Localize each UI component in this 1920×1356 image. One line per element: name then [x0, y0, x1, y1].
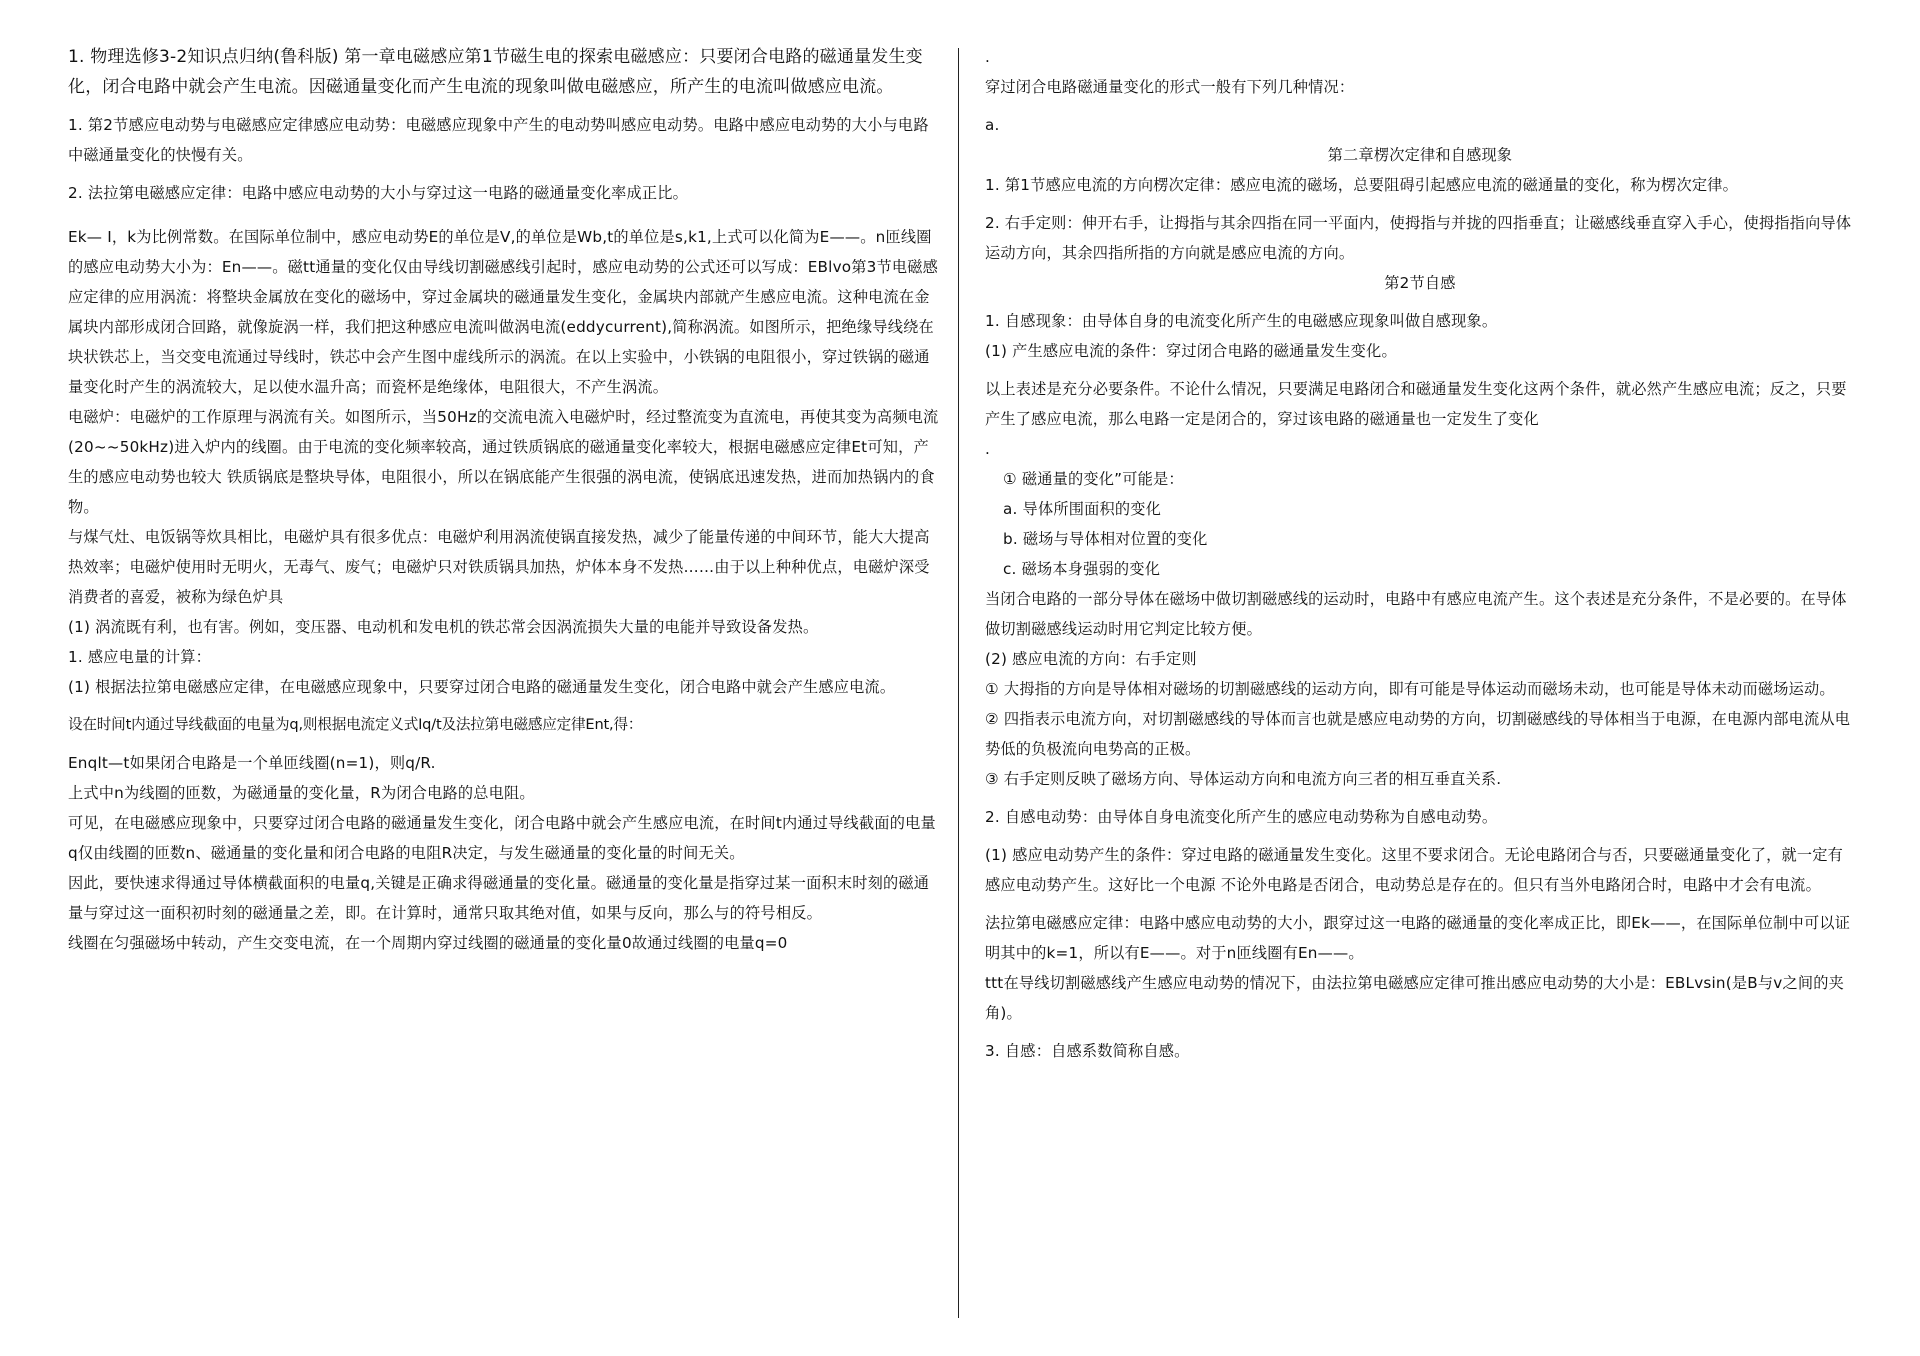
- paragraph: 当闭合电路的一部分导体在磁场中做切割磁感线的运动时，电路中有感应电流产生。这个表述是充分条件，不是必要的。在导体做切割磁感线运动时用它判定比较方便。: [985, 590, 1847, 638]
- paragraph: 上式中n为线圈的匝数，为磁通量的变化量，R为闭合电路的总电阻。: [68, 784, 535, 802]
- paragraph: 法拉第电磁感应定律：电路中感应电动势的大小，跟穿过这一电路的磁通量的变化率成正比，即Ek——，在国际单位制中可以证明其中的k=1，所以有E——。对于n匝线圈有En——。: [985, 914, 1851, 962]
- paragraph: Ek— I，k为比例常数。在国际单位制中，感应电动势E的单位是V,的单位是Wb,t的单位是s,k1,上式可以化简为E——。n匝线圈的感应电动势大小为：En——。磁tt通量的变化仅由导线切割磁感线引起时，感应电动势的公式还可以写成：EBlvo第3节电磁感应定律的应用涡流：将整块金属放在变化的磁场中，穿过金属块的磁通量发生变化，金属块内部就产生感应电流。这种电流在金属块内部形成闭合回路，就像旋涡一样，我们把这种感应电流叫做涡电流(eddycurrent),简称涡流。如图所示，把绝缘导线绕在块状铁芯上，当交变电流通过导线时，铁芯中会产生图中虚线所示的涡流。在以上实验中，小铁锅的电阻很小，穿过铁锅的磁通量变化时产生的涡流较大，足以使水温升高；而瓷杯是绝缘体，电阻很大，不产生涡流。: [68, 228, 939, 396]
- paragraph: 3. 自感：自感系数简称自感。: [985, 1042, 1190, 1060]
- section-heading: 第2节自感: [1384, 274, 1456, 292]
- right-column: [985, 42, 1855, 1066]
- paragraph: 1. 感应电量的计算：: [68, 648, 212, 666]
- paragraph: (1) 产生感应电流的条件：穿过闭合电路的磁通量发生变化。: [985, 342, 1397, 360]
- paragraph: 1. 物理选修3-2知识点归纳(鲁科版) 第一章电磁感应第1节磁生电的探索电磁感应：只要闭合电路的磁通量发生变化，闭合电路中就会产生电流。因磁通量变化而产生电流的现象叫做电磁感应，所产生的电流叫做感应电流。: [68, 47, 923, 97]
- paragraph: 2. 自感电动势：由导体自身电流变化所产生的感应电动势称为自感电动势。: [985, 808, 1498, 826]
- paragraph: (1) 涡流既有利，也有害。例如，变压器、电动机和发电机的铁芯常会因涡流损失大量的电能并导致设备发热。: [68, 618, 819, 636]
- paragraph: 设在时间t内通过导线截面的电量为q,则根据电流定义式Iq/t及法拉第电磁感应定律Ent,得：: [68, 716, 643, 733]
- paragraph: ② 四指表示电流方向，对切割磁感线的导体而言也就是感应电动势的方向，切割磁感线的导体相当于电源，在电源内部电流从电势低的负极流向电势高的正极。: [985, 710, 1851, 758]
- paragraph: ① 大拇指的方向是导体相对磁场的切割磁感线的运动方向，即有可能是导体运动而磁场未动，也可能是导体未动而磁场运动。: [985, 680, 1835, 698]
- paragraph: 与煤气灶、电饭锅等炊具相比，电磁炉具有很多优点：电磁炉利用涡流使锅直接发热，减少了能量传递的中间环节，能大大提高热效率；电磁炉使用时无明火，无毒气、废气；电磁炉只对铁质锅具加热，炉体本身不发热……由于以上种种优点，电磁炉深受消费者的喜爱，被称为绿色炉具: [68, 528, 930, 606]
- paragraph: 2. 右手定则：伸开右手，让拇指与其余四指在同一平面内，使拇指与并拢的四指垂直；让磁感线垂直穿入手心，使拇指指向导体运动方向，其余四指所指的方向就是感应电流的方向。: [985, 214, 1852, 262]
- paragraph: 1. 第2节感应电动势与电磁感应定律感应电动势：电磁感应现象中产生的电动势叫感应电动势。电路中感应电动势的大小与电路中磁通量变化的快慢有关。: [68, 116, 929, 164]
- paragraph: 2. 法拉第电磁感应定律：电路中感应电动势的大小与穿过这一电路的磁通量变化率成正比。: [68, 184, 689, 202]
- paragraph: ③ 右手定则反映了磁场方向、导体运动方向和电流方向三者的相互垂直关系.: [985, 770, 1502, 788]
- list-item: c. 磁场本身强弱的变化: [1003, 560, 1161, 578]
- paragraph: 线圈在匀强磁场中转动，产生交变电流，在一个周期内穿过线圈的磁通量的变化量0故通过线圈的电量q=0: [68, 934, 788, 952]
- paragraph: 穿过闭合电路磁通量变化的形式一般有下列几种情况：: [985, 78, 1355, 96]
- paragraph: .: [985, 48, 991, 66]
- paragraph: ttt在导线切割磁感线产生感应电动势的情况下，由法拉第电磁感应定律可推出感应电动势的大小是：EBLvsin(是B与v之间的夹角)。: [985, 974, 1845, 1022]
- paragraph: 以上表述是充分必要条件。不论什么情况，只要满足电路闭合和磁通量发生变化这两个条件，就必然产生感应电流；反之，只要产生了感应电流，那么电路一定是闭合的，穿过该电路的磁通量也一定发生了变化: [985, 380, 1847, 428]
- formula-line: Enqlt—t如果闭合电路是一个单匝线圈(n=1)，则q/R.: [68, 754, 436, 772]
- column-divider: [958, 48, 959, 1318]
- list-item: a. 导体所围面积的变化: [1003, 500, 1162, 518]
- paragraph: a.: [985, 116, 1000, 134]
- left-column: [68, 42, 944, 958]
- list-item: b. 磁场与导体相对位置的变化: [1003, 530, 1208, 548]
- paragraph: 因此，要快速求得通过导体横截面积的电量q,关键是正确求得磁通量的变化量。磁通量的变化量是指穿过某一面积末时刻的磁通量与穿过这一面积初时刻的磁通量之差，即。在计算时，通常只取其绝对值，如果与反向，那么与的符号相反。: [68, 874, 930, 922]
- paragraph: (2) 感应电流的方向：右手定则: [985, 650, 1197, 668]
- paragraph: 1. 第1节感应电流的方向楞次定律：感应电流的磁场，总要阻碍引起感应电流的磁通量的变化，称为楞次定律。: [985, 176, 1738, 194]
- paragraph: 1. 自感现象：由导体自身的电流变化所产生的电磁感应现象叫做自感现象。: [985, 312, 1498, 330]
- paragraph: (1) 根据法拉第电磁感应定律，在电磁感应现象中，只要穿过闭合电路的磁通量发生变化，闭合电路中就会产生感应电流。: [68, 678, 896, 696]
- paragraph: .: [985, 440, 991, 458]
- paragraph: (1) 感应电动势产生的条件：穿过电路的磁通量发生变化。这里不要求闭合。无论电路闭合与否，只要磁通量变化了，就一定有感应电动势产生。这好比一个电源 不论外电路是否闭合，电动势总是存在的。但只有当外电路闭合时，电路中才会有电流。: [985, 846, 1844, 894]
- paragraph: 可见，在电磁感应现象中，只要穿过闭合电路的磁通量发生变化，闭合电路中就会产生感应电流，在时间t内通过导线截面的电量q仅由线圈的匝数n、磁通量的变化量和闭合电路的电阻R决定，与发生磁通量的变化量的时间无关。: [68, 814, 936, 862]
- paragraph: 电磁炉：电磁炉的工作原理与涡流有关。如图所示，当50Hz的交流电流入电磁炉时，经过整流变为直流电，再使其变为高频电流(20~~50kHz)进入炉内的线圈。由于电流的变化频率较高，通过铁质锅底的磁通量变化率较大，根据电磁感应定律Et可知，产生的感应电动势也较大 铁质锅底是整块导体，电阻很小，所以在锅底能产生很强的涡电流，使锅底迅速发热，进而加热锅内的食物。: [68, 408, 939, 516]
- chapter-heading: 第二章楞次定律和自感现象: [1327, 146, 1513, 164]
- list-item: ① 磁通量的变化”可能是：: [1003, 470, 1184, 488]
